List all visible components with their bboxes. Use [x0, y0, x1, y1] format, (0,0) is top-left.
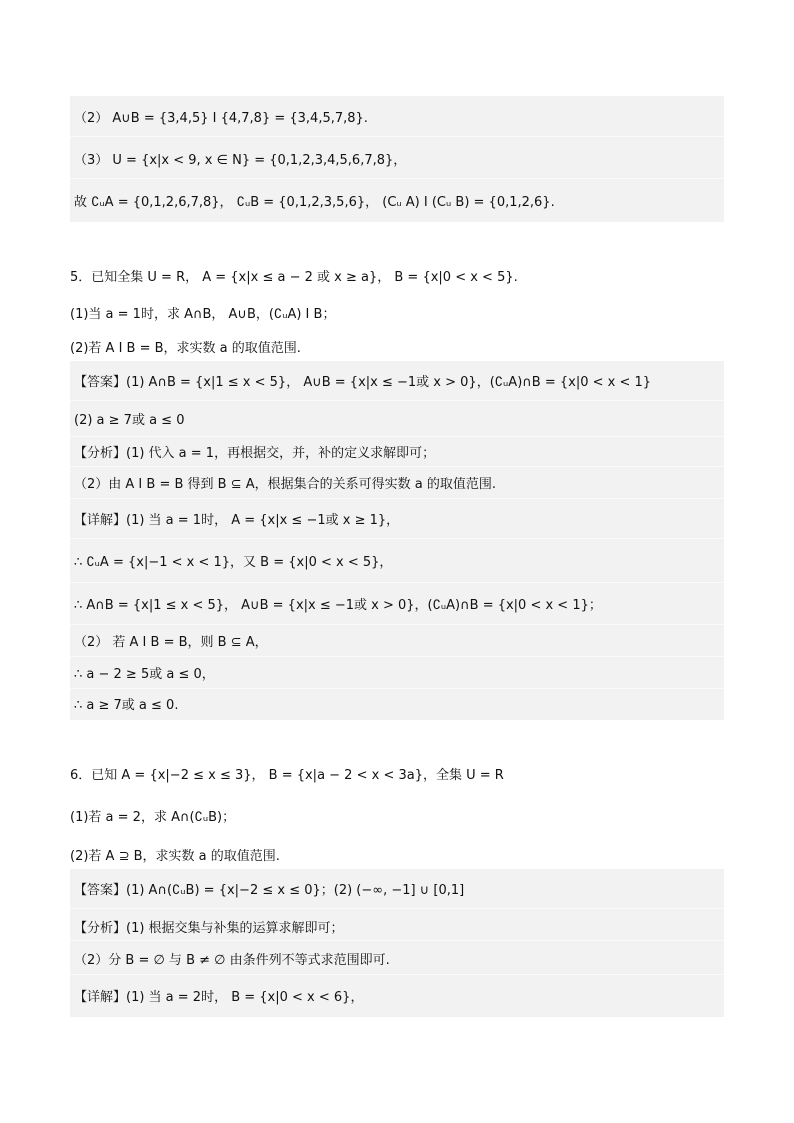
detail-text: ∴ ∁ᵤA = {x|−1 < x < 1}，又 B = {x|0 < x < 5}， [74, 554, 393, 570]
detail-line [70, 587, 724, 619]
analysis-text: （2）由 A I B = B 得到 B ⊆ A，根据集合的关系可得实数 a 的取值范围. [74, 476, 496, 492]
analysis-text: （2）分 B = ∅ 与 B ≠ ∅ 由条件列不等式求范围即可. [74, 952, 390, 968]
solution-text: 故 ∁ᵤA = {0,1,2,6,7,8}， ∁ᵤB = {0,1,2,3,5,6}， (Cᵤ A) I (Cᵤ B) = {0,1,2,6}. [74, 194, 555, 210]
analysis-line [70, 435, 724, 467]
solution-text: （3） U = {x|x < 9, x ∈ N} = {0,1,2,3,4,5,6,7,8}， [74, 152, 407, 168]
divider [70, 538, 724, 539]
divider [70, 178, 724, 179]
detail-line [70, 502, 724, 534]
question-6-part2: (2)若 A ⊇ B，求实数 a 的取值范围. [70, 849, 280, 864]
detail-text: ∴ a − 2 ≥ 5或 a ≤ 0， [74, 666, 215, 682]
answer-line [70, 364, 724, 396]
answer-line [70, 872, 724, 904]
divider [70, 498, 724, 499]
analysis-line [70, 942, 724, 974]
solution-line [70, 142, 724, 174]
detail-text: ∴ a ≥ 7或 a ≤ 0. [74, 697, 179, 713]
analysis-text: 【分析】(1) 代入 a = 1，再根据交，并，补的定义求解即可； [74, 445, 436, 461]
detail-line [70, 656, 724, 688]
question-5-stem: 5．已知全集 U = R， A = {x|x ≤ a − 2 或 x ≥ a}， B = {x|0 < x < 5}. [70, 270, 518, 285]
divider [70, 582, 724, 583]
detail-line [70, 687, 724, 719]
solution-text: （2） A∪B = {3,4,5} I {4,7,8} = {3,4,5,7,8}. [74, 110, 368, 126]
question-6-part1: (1)若 a = 2，求 A∩(∁ᵤB)； [70, 810, 236, 825]
question-6-stem: 6．已知 A = {x|−2 ≤ x ≤ 3}， B = {x|a − 2 < x < 3a}，全集 U = R [70, 768, 504, 783]
question-5-part2: (2)若 A I B = B，求实数 a 的取值范围. [70, 341, 301, 356]
divider [70, 136, 724, 137]
detail-text: 【详解】(1) 当 a = 2时， B = {x|0 < x < 6}， [74, 989, 364, 1005]
answer-text: 【答案】(1) A∩B = {x|1 ≤ x < 5}， A∪B = {x|x ≤ −1或 x > 0}，(∁ᵤA)∩B = {x|0 < x < 1} [74, 374, 652, 390]
detail-line [70, 979, 724, 1011]
analysis-line [70, 910, 724, 942]
detail-text: （2） 若 A I B = B，则 B ⊆ A， [74, 634, 268, 650]
divider [70, 400, 724, 401]
analysis-line [70, 466, 724, 498]
answer-line [70, 402, 724, 434]
detail-line [70, 624, 724, 656]
solution-line [70, 100, 724, 132]
detail-text: ∴ A∩B = {x|1 ≤ x < 5}， A∪B = {x|x ≤ −1或 x > 0}，(∁ᵤA)∩B = {x|0 < x < 1}； [74, 597, 602, 613]
divider [70, 974, 724, 975]
solution-line [70, 184, 724, 216]
analysis-text: 【分析】(1) 根据交集与补集的运算求解即可； [74, 920, 344, 936]
question-5-part1: (1)当 a = 1时，求 A∩B， A∪B，(∁ᵤA) I B； [70, 307, 336, 322]
detail-text: 【详解】(1) 当 a = 1时， A = {x|x ≤ −1或 x ≥ 1}， [74, 512, 400, 528]
detail-line [70, 544, 724, 576]
answer-text: 【答案】(1) A∩(∁ᵤB) = {x|−2 ≤ x ≤ 0}；(2) (−∞, −1] ∪ [0,1] [74, 882, 465, 898]
divider [70, 908, 724, 909]
answer-text: (2) a ≥ 7或 a ≤ 0 [74, 412, 185, 428]
